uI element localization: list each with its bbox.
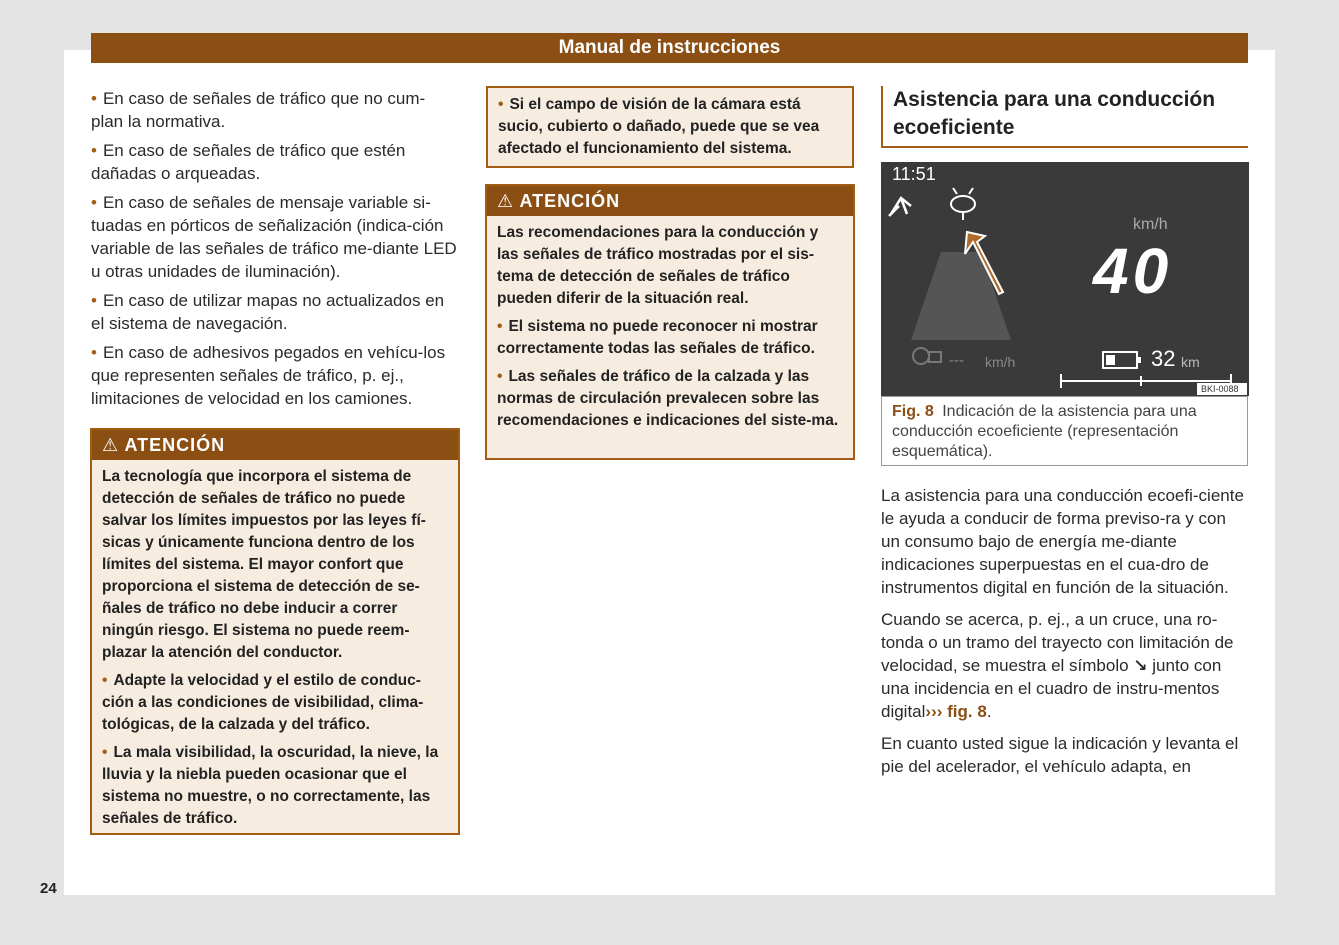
list-item: • En caso de señales de tráfico que no cum-plan la normativa. (91, 87, 457, 133)
speed-limit-unit: km/h (985, 354, 1016, 370)
left-column (91, 87, 457, 416)
paragraph-end: . (986, 702, 992, 721)
figure-caption (881, 396, 1248, 466)
coasting-foot-icon (889, 198, 911, 216)
warning-header (487, 186, 853, 216)
range-value: 32 (1151, 346, 1176, 371)
traffic-sign-icon (913, 348, 941, 364)
junction-icon (951, 188, 975, 220)
coasting-symbol-icon: ↘ (1133, 656, 1148, 675)
page-header: Manual de instrucciones (91, 33, 1248, 63)
page-number: 24 (40, 880, 57, 897)
section-title: Asistencia para una conducción ecoeficiente (881, 86, 1248, 148)
right-column (881, 484, 1249, 784)
figure-reference-link[interactable]: fig. 8 (947, 702, 987, 721)
warning-bullet: • El sistema no puede reconocer ni mostrar correctamente todas las señales de tráfico. (497, 316, 843, 360)
warning-text: Las recomendaciones para la conducción y las señales de tráfico mostradas por el sis-tema de detección de señales de tráfico pueden diferir de la situación real. (497, 224, 819, 307)
range-unit: km (1181, 354, 1200, 370)
list-item: • En caso de señales de mensaje variable si-tuadas en pórticos de señalización (indica-ción variable de las señales de tráfico me-diante LED u otras unidades de iluminación). (91, 191, 457, 283)
warning-box (90, 428, 460, 835)
warning-bullet: • Adapte la velocidad y el estilo de conduc-ción a las condiciones de visibilidad, clima-tológicas, de la calzada y del tráfico. (102, 670, 448, 736)
paragraph-part: junto con una incidencia en el cuadro de instru-mentos digital (881, 656, 1222, 721)
speed-limit-dashes: --- (949, 352, 964, 369)
paragraph-part: Cuando se acerca, p. ej., a un cruce, una ro-tonda o un tramo del trayecto con limitación de velocidad, se muestra el símbolo (881, 610, 1234, 675)
warning-header (92, 430, 458, 460)
warning-triangle-icon: ⚠ (102, 435, 120, 455)
speed-unit: km/h (1133, 216, 1168, 233)
warning-triangle-icon: ⚠ (497, 191, 515, 211)
warning-bullet: • La mala visibilidad, la oscuridad, la nieve, la lluvia y la niebla pueden ocasionar que el sistema no muestre, o no correctamente, las señales de tráfico. (102, 742, 448, 830)
note-text: • Si el campo de visión de la cámara está sucio, cubierto o dañado, puede que se vea afectado el funcionamiento del sistema. (498, 96, 819, 157)
figure-caption-text: Indicación de la asistencia para una conducción ecoeficiente (representación esquemática). (892, 403, 1197, 460)
paragraph: En cuanto usted sigue la indicación y levanta el pie del acelerador, el vehículo adapta, en (881, 734, 1239, 776)
list-item: • En caso de utilizar mapas no actualizados en el sistema de navegación. (91, 289, 457, 335)
warning-box (485, 184, 855, 460)
battery-icon (1103, 352, 1141, 368)
paragraph: La asistencia para una conducción ecoefi-ciente le ayuda a conducir de forma previso-ra y con un consumo bajo de energía me-diante indicaciones superpuestas en el cua-dro de instrumentos digital en función de la situación. (881, 486, 1244, 597)
figure-label: Fig. 8 (892, 403, 934, 420)
paragraph (881, 608, 1249, 723)
warning-title: ATENCIÓN (124, 435, 226, 455)
speed-value: 40 (1093, 235, 1173, 307)
warning-title: ATENCIÓN (519, 191, 621, 211)
warning-bullet: • Las señales de tráfico de la calzada y las normas de circulación prevalecen sobre las recomendaciones e indicaciones del siste-ma. (497, 366, 843, 432)
note-box (486, 86, 854, 168)
clock-time: 11:51 (892, 164, 936, 184)
figure-code: BKI-0088 (1201, 384, 1239, 394)
ref-arrows-icon: ››› (925, 702, 943, 721)
list-item: • En caso de adhesivos pegados en vehícu-los que representen señales de tráfico, p. ej., limitaciones de velocidad en los camiones. (91, 341, 457, 410)
road-perspective-shape (911, 252, 1011, 340)
figure-dashboard (881, 162, 1249, 396)
warning-text: La tecnología que incorpora el sistema de detección de señales de tráfico no puede salvar los límites impuestos por las leyes fí-sicas y únicamente funciona dentro de los límites del sistema. El mayor confort que proporciona el sistema de detección de se-ñales de tráfico no debe inducir a correr ningún riesgo. El sistema no puede reem-plazar la atención del conductor. (102, 468, 426, 661)
list-item: • En caso de señales de tráfico que estén dañadas o arqueadas. (91, 139, 457, 185)
